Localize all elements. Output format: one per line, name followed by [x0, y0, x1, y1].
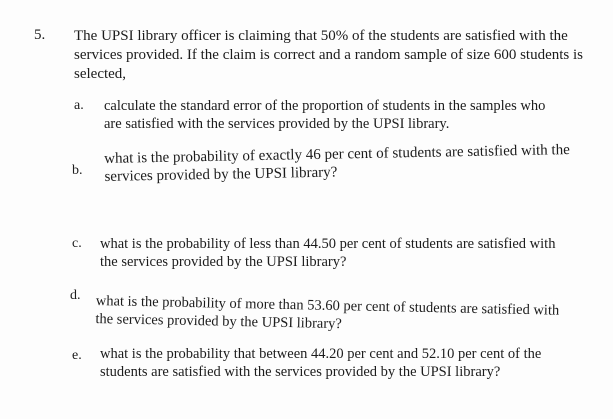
question-stem: The UPSI library officer is claiming that 50% of the students are satisfied with the services provided. If the claim is correct and a random sample of size 600 students is selected,: [74, 28, 584, 82]
part-b-label: b.: [72, 163, 83, 178]
part-d-text: what is the probability of more than 53.60 per cent of students are satisfied with the services provided by the UPSI library?: [95, 292, 560, 333]
question-number: 5.: [34, 27, 46, 43]
part-d-label: d.: [70, 288, 81, 303]
part-c-label: c.: [72, 236, 82, 251]
part-e-text: what is the probability that between 44.20 per cent and 52.10 per cent of the students are satisfied with the services provided by the UPSI library?: [100, 346, 542, 380]
part-c-text: what is the probability of less than 44.50 per cent of students are satisfied with the services provided by the UPSI library?: [100, 236, 556, 270]
part-a-label: a.: [74, 98, 84, 113]
part-b-text: what is the probability of exactly 46 per cent of students are satisfied with the services provided by the UPSI library?: [104, 142, 570, 185]
part-e-label: e.: [72, 348, 82, 363]
part-a-text: calculate the standard error of the proportion of students in the samples who are satisfied with the services provided by the UPSI library.: [104, 98, 546, 132]
